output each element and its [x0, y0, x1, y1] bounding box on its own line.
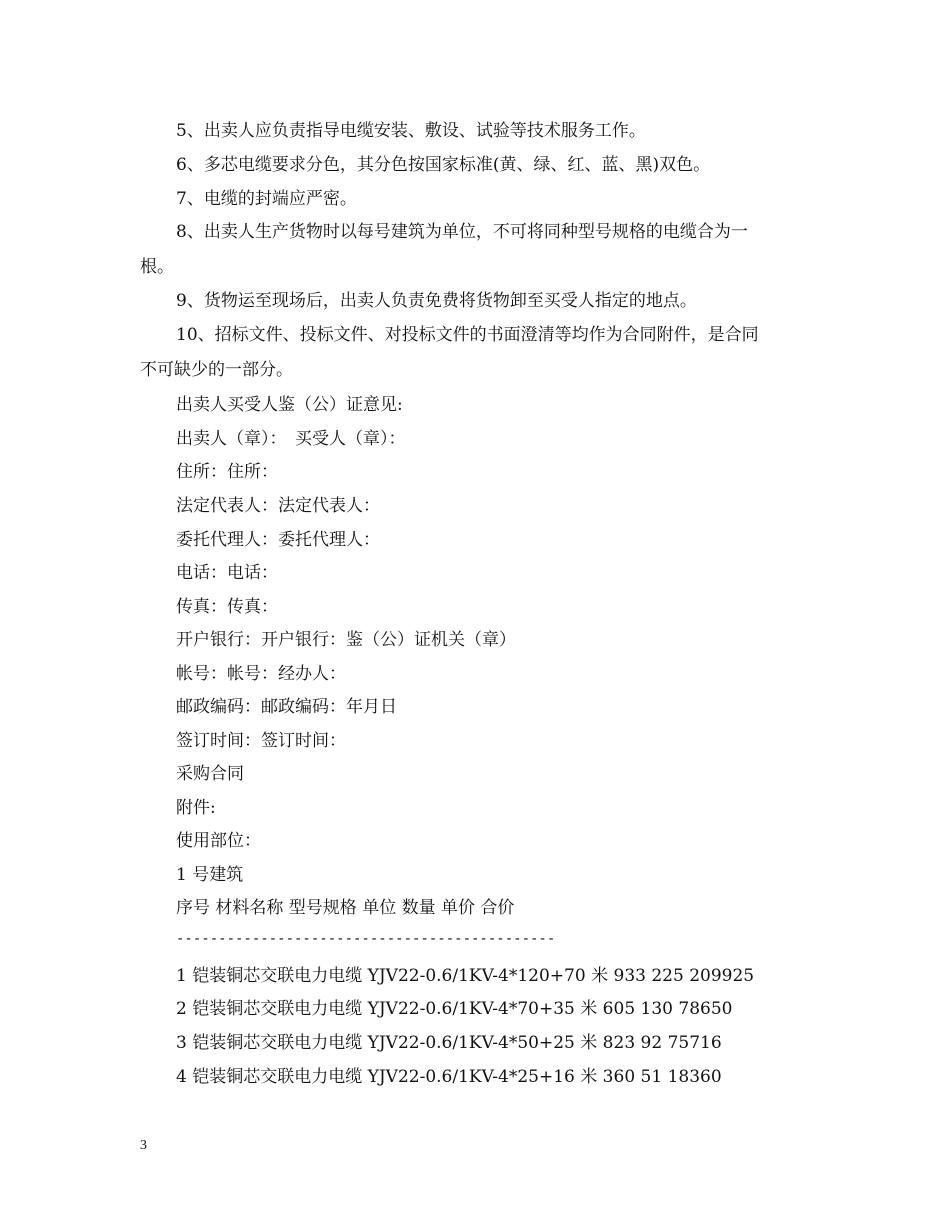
paragraph-6: 6、多芯电缆要求分色，其分色按国家标准(黄、绿、红、蓝、黑)双色。	[176, 155, 711, 175]
table-row: 4 铠装铜芯交联电力电缆 YJV22-0.6/1KV-4*25+16 米 360 51 18360	[176, 1067, 722, 1087]
appendix-title: 采购合同	[176, 764, 244, 784]
signature-line-5: 委托代理人：委托代理人：	[176, 530, 380, 550]
signature-line-11: 签订时间：签订时间：	[176, 731, 346, 751]
paragraph-8-line-1: 8、出卖人生产货物时以每号建筑为单位，不可将同种型号规格的电缆合为一	[176, 222, 748, 242]
table-row: 3 铠装铜芯交联电力电缆 YJV22-0.6/1KV-4*50+25 米 823 92 75716	[176, 1033, 722, 1053]
signature-line-7: 传真：传真：	[176, 597, 278, 617]
paragraph-9: 9、货物运至现场后，出卖人负责免费将货物卸至买受人指定的地点。	[176, 291, 697, 311]
paragraph-10-line-2: 不可缺少的一部分。	[140, 360, 293, 380]
paragraph-10-line-1: 10、招标文件、投标文件、对投标文件的书面澄清等均作为合同附件，是合同	[176, 325, 759, 345]
page-number: 3	[140, 1138, 147, 1153]
signature-line-6: 电话：电话：	[176, 563, 278, 583]
paragraph-7: 7、电缆的封端应严密。	[176, 189, 357, 209]
signature-line-10: 邮政编码：邮政编码：年月日	[176, 697, 397, 717]
signature-line-2: 出卖人（章）： 买受人（章）：	[176, 429, 406, 449]
attachment-label: 附件:	[176, 798, 216, 818]
building-label: 1 号建筑	[176, 865, 244, 885]
paragraph-8-line-2: 根。	[140, 257, 174, 277]
signature-line-8: 开户银行：开户银行：鉴（公）证机关（章）	[176, 630, 516, 650]
location-label: 使用部位：	[176, 831, 261, 851]
signature-line-9: 帐号：帐号：经办人：	[176, 664, 346, 684]
table-separator: ---------------------------------------------	[176, 931, 556, 947]
signature-line-3: 住所：住所：	[176, 462, 278, 482]
table-header: 序号 材料名称 型号规格 单位 数量 单价 合价	[176, 898, 515, 918]
signature-line-4: 法定代表人：法定代表人：	[176, 496, 380, 516]
table-row: 1 铠装铜芯交联电力电缆 YJV22-0.6/1KV-4*120+70 米 933 225 209925	[176, 966, 755, 986]
signature-line-1: 出卖人买受人鉴（公）证意见:	[176, 395, 403, 415]
paragraph-5: 5、出卖人应负责指导电缆安装、敷设、试验等技术服务工作。	[176, 121, 646, 141]
table-row: 2 铠装铜芯交联电力电缆 YJV22-0.6/1KV-4*70+35 米 605 130 78650	[176, 999, 733, 1019]
